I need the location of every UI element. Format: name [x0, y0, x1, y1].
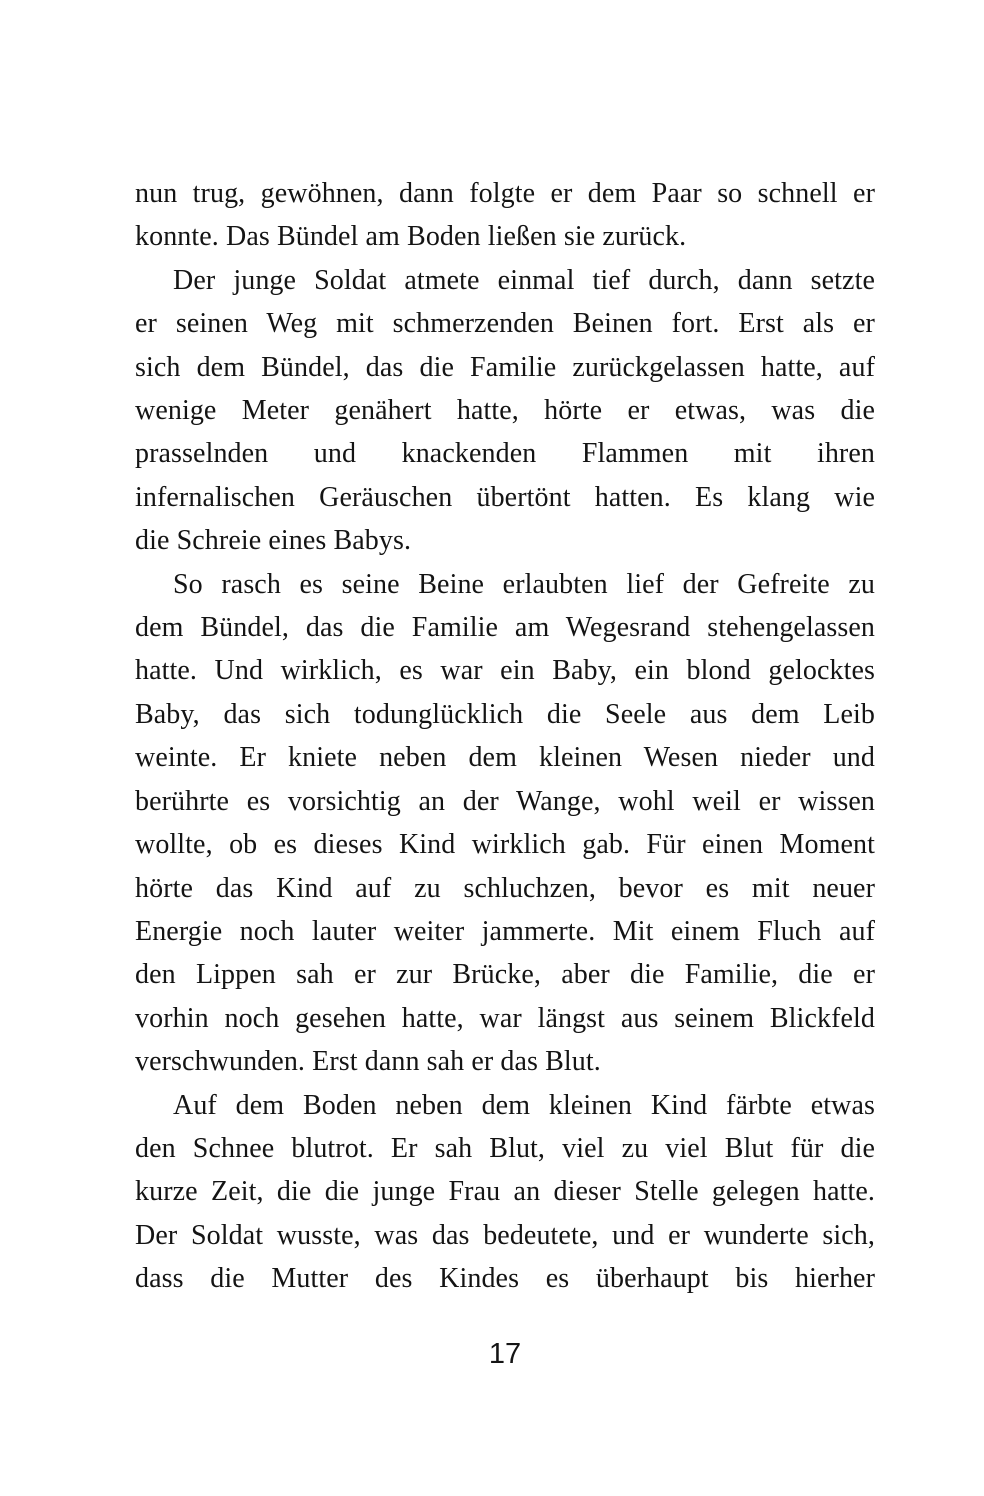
- text-line: wollte, ob es dieses Kind wirklich gab. Für einen Moment: [135, 829, 875, 861]
- text-line: Der junge Soldat atmete einmal tief durch, dann setzte: [173, 264, 875, 296]
- text-line: nun trug, gewöhnen, dann folgte er dem Paar so schnell er: [135, 178, 875, 209]
- text-line: Baby, das sich todunglücklich die Seele aus dem Leib: [135, 698, 875, 730]
- text-line: die Schreie eines Babys.: [135, 525, 412, 557]
- text-line: konnte. Das Bündel am Boden ließen sie zurück.: [135, 221, 687, 253]
- text-line: dem Bündel, das die Familie am Wegesrand stehengelassen: [135, 612, 875, 644]
- text-line: kurze Zeit, die die junge Frau an dieser Stelle gelegen hatte.: [135, 1176, 875, 1208]
- text-line: hatte. Und wirklich, es war ein Baby, ein blond gelocktes: [135, 655, 875, 687]
- text-line: Energie noch lauter weiter jammerte. Mit einem Fluch auf: [135, 915, 875, 947]
- text-line: Auf dem Boden neben dem kleinen Kind färbte etwas: [173, 1089, 875, 1121]
- text-line: wenige Meter genähert hatte, hörte er etwas, was die: [135, 395, 875, 427]
- text-line: er seinen Weg mit schmerzenden Beinen fort. Erst als er: [135, 308, 875, 340]
- text-line: den Schnee blutrot. Er sah Blut, viel zu viel Blut für die: [135, 1132, 875, 1164]
- page-number: 17: [488, 1338, 522, 1370]
- page-text-block: [135, 172, 875, 1301]
- text-line: hörte das Kind auf zu schluchzen, bevor es mit neuer: [135, 872, 875, 904]
- text-line: vorhin noch gesehen hatte, war längst aus seinem Blickfeld: [135, 1002, 875, 1034]
- text-line: dass die Mutter des Kindes es überhaupt bis hierher: [135, 1263, 875, 1295]
- text-line: So rasch es seine Beine erlaubten lief der Gefreite zu: [173, 568, 875, 600]
- text-line: den Lippen sah er zur Brücke, aber die Familie, die er: [135, 959, 875, 991]
- text-line: weinte. Er kniete neben dem kleinen Wesen nieder und: [135, 742, 875, 774]
- text-line: prasselnden und knackenden Flammen mit ihren: [135, 438, 875, 470]
- text-line: Der Soldat wusste, was das bedeutete, und er wunderte sich,: [135, 1219, 875, 1251]
- text-line: infernalischen Geräuschen übertönt hatten. Es klang wie: [135, 481, 875, 513]
- text-line: berührte es vorsichtig an der Wange, wohl weil er wissen: [135, 785, 875, 817]
- text-line: verschwunden. Erst dann sah er das Blut.: [135, 1046, 601, 1078]
- text-line: sich dem Bündel, das die Familie zurückgelassen hatte, auf: [135, 351, 875, 383]
